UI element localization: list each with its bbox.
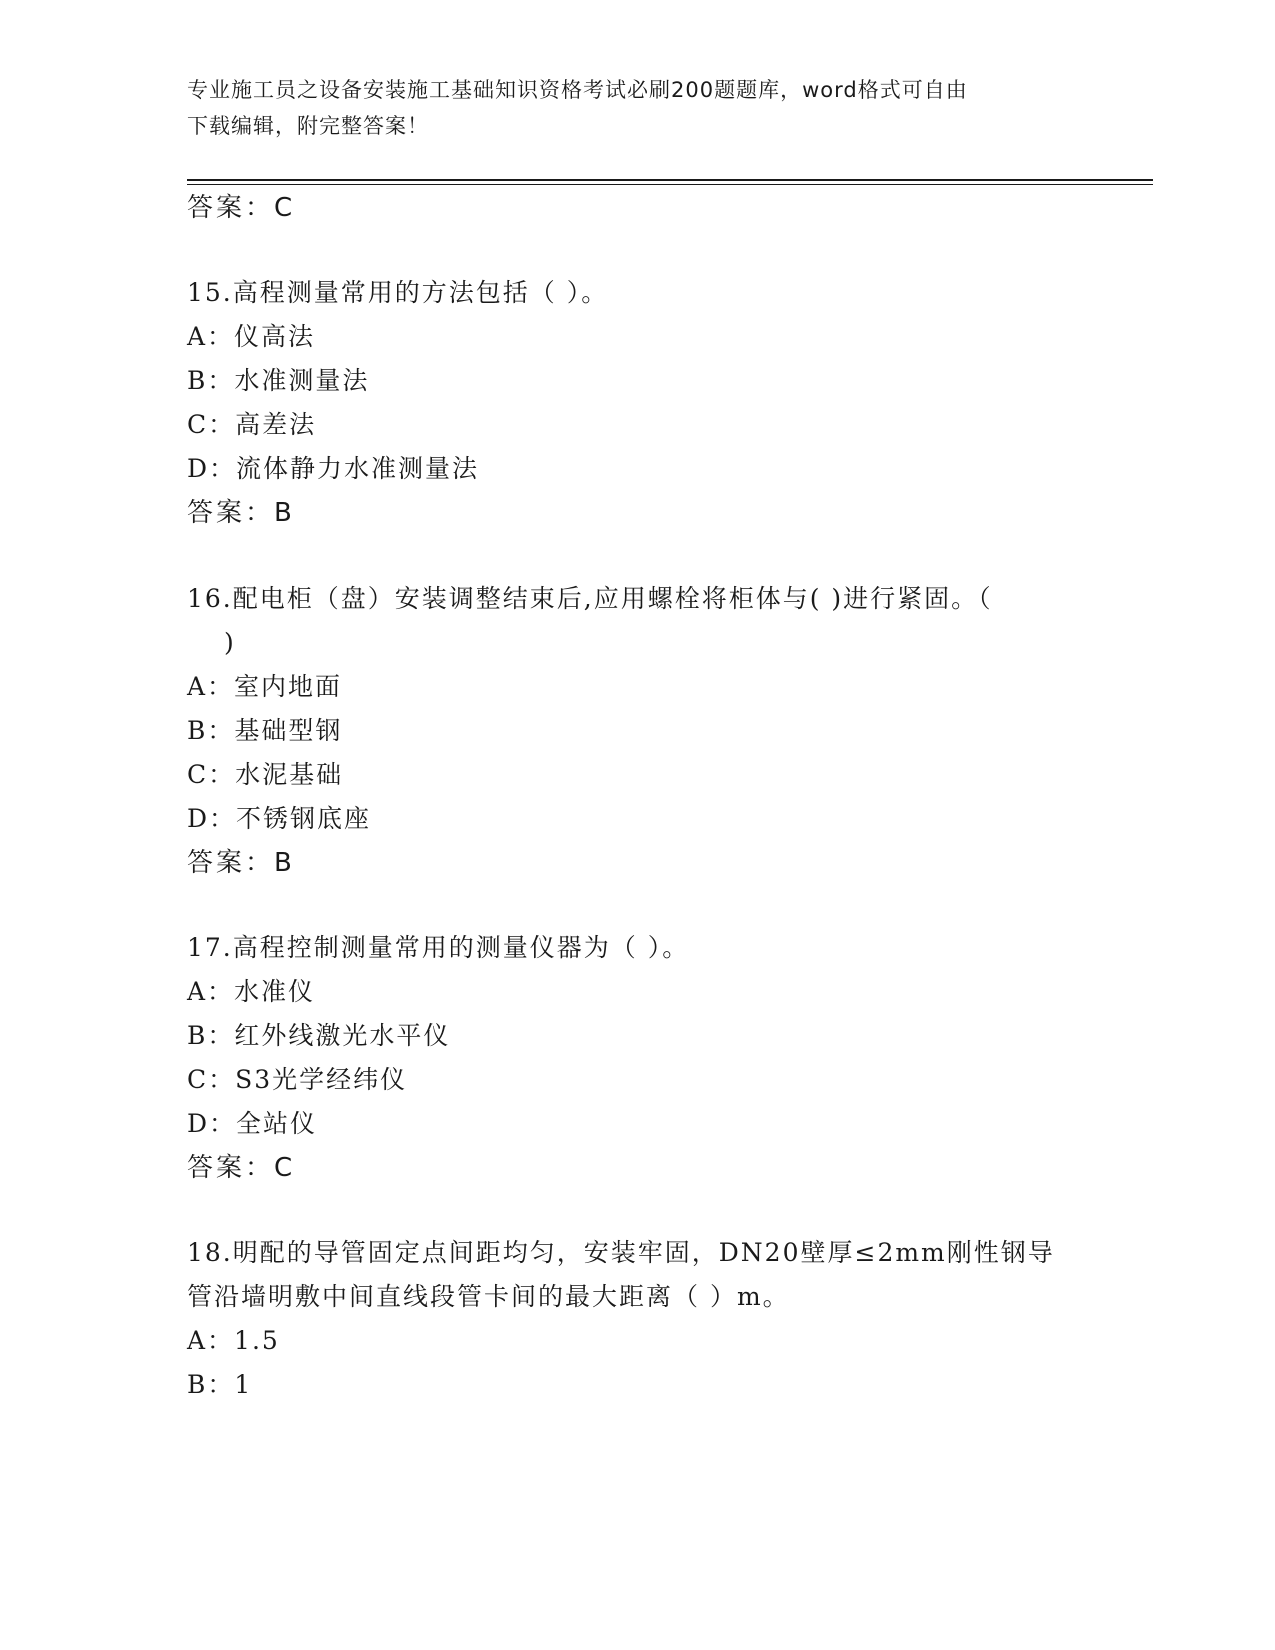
question-17-option-c: C：S3光学经纬仪 — [187, 1065, 408, 1094]
question-16-stem: 16.配电柜（盘）安装调整结束后,应用螺栓将柜体与( )进行紧固。（ — [187, 584, 993, 613]
question-15-option-c: C：高差法 — [187, 410, 317, 439]
question-16-option-d: D：不锈钢底座 — [187, 804, 372, 833]
question-15-option-a: A：仪高法 — [187, 322, 316, 351]
question-17-option-d: D：全站仪 — [187, 1109, 318, 1138]
question-15-option-d: D：流体静力水准测量法 — [187, 454, 480, 483]
question-18-option-b: B：1 — [187, 1370, 253, 1399]
question-18-stem: 18.明配的导管固定点间距均匀，安装牢固，DN20壁厚≤2mm刚性钢导 — [187, 1238, 1055, 1267]
document-header — [187, 72, 1067, 144]
question-18-stem-cont: 管沿墙明敷中间直线段管卡间的最大距离（ ）m。 — [187, 1282, 790, 1311]
question-15-option-b: B：水准测量法 — [187, 366, 370, 395]
header-divider-thin — [187, 184, 1153, 185]
question-15-stem: 15.高程测量常用的方法包括（ ）。 — [187, 278, 609, 307]
header-line-1: 专业施工员之设备安装施工基础知识资格考试必刷200题题库，word格式可自由 — [187, 78, 968, 102]
question-15-answer: 答案：B — [187, 498, 294, 528]
question-16-option-a: A：室内地面 — [187, 672, 343, 701]
question-18-option-a: A：1.5 — [187, 1326, 280, 1355]
answer-line: 答案：C — [187, 193, 295, 223]
question-16-stem-cont: ) — [224, 628, 236, 657]
question-17-option-a: A：水准仪 — [187, 977, 316, 1006]
header-divider-thick — [187, 179, 1153, 181]
question-16-option-b: B：基础型钢 — [187, 716, 343, 745]
question-16-option-c: C：水泥基础 — [187, 760, 344, 789]
question-17-stem: 17.高程控制测量常用的测量仪器为（ ）。 — [187, 933, 690, 962]
question-16-answer: 答案：B — [187, 848, 294, 878]
header-line-2: 下载编辑，附完整答案！ — [187, 114, 429, 138]
question-17-option-b: B：红外线激光水平仪 — [187, 1021, 451, 1050]
question-17-answer: 答案：C — [187, 1153, 295, 1183]
